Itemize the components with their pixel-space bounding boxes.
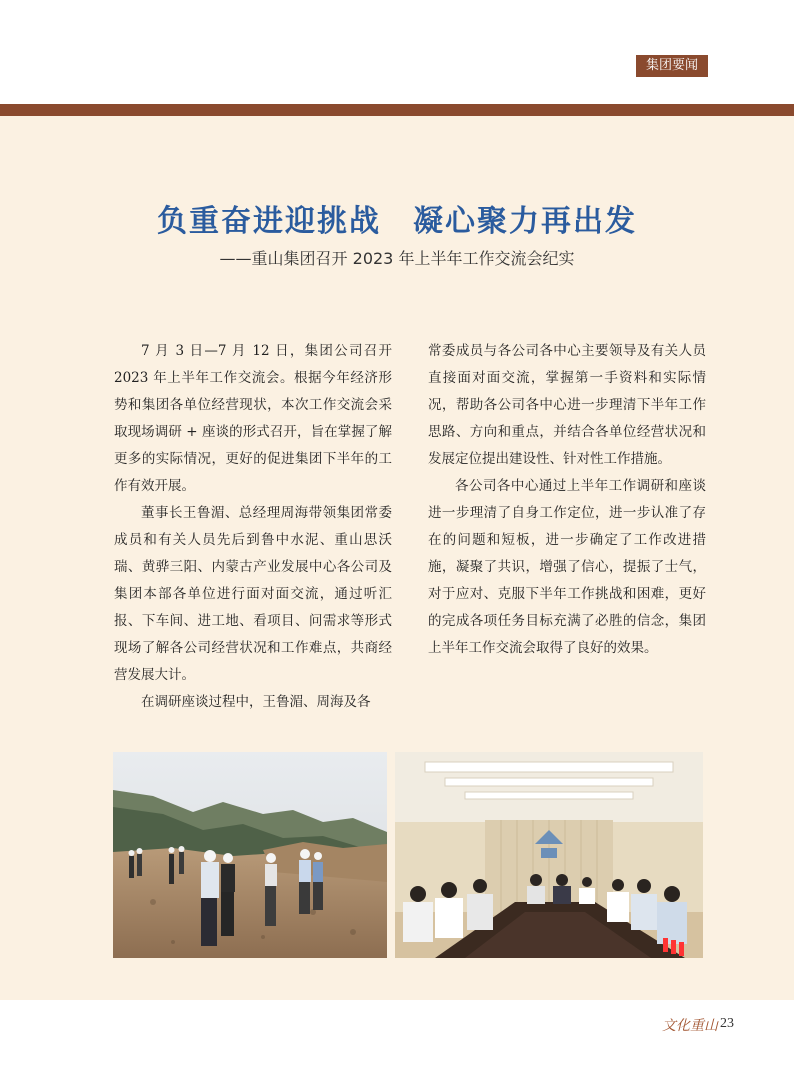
paragraph-3-start: 在调研座谈过程中，王鲁湄、周海及各: [141, 694, 371, 710]
article-column-left: [114, 338, 392, 716]
site-visit-photo: [113, 752, 387, 958]
article-title: 负重奋进迎挑战 凝心聚力再出发: [157, 204, 637, 239]
page-header: [0, 0, 794, 104]
meeting-photo: [395, 752, 703, 958]
page-number: 23: [720, 1016, 734, 1031]
paragraph-3-end: 常委成员与各公司各中心主要领导及有关人员直接面对面交流，掌握第一手资料和实际情况，帮助各公司各中心进一步理清下半年工作思路、方向和重点，并结合各单位经营状况和发展定位提出建设性、针对性工作措施。: [428, 343, 706, 467]
article-column-right: [428, 338, 706, 662]
header-divider: [0, 104, 794, 116]
magazine-logo: 文化重山: [662, 1018, 718, 1034]
paragraph-1: 7 月 3 日—7 月 12 日，集团公司召开 2023 年上半年工作交流会。根据今年经济形势和集团各单位经营现状，本次工作交流会采取现场调研 + 座谈的形式召开，旨在掌握了解更多的实际情况，更好的促进集团下半年的工作有效开展。: [114, 343, 392, 494]
paragraph-2: 董事长王鲁湄、总经理周海带领集团常委成员和有关人员先后到鲁中水泥、重山思沃瑞、黄骅三阳、内蒙古产业发展中心各公司及集团本部各单位进行面对面交流，通过听汇报、下车间、进工地、看项目、问需求等形式现场了解各公司经营状况和工作难点，共商经营发展大计。: [114, 505, 392, 683]
paragraph-4: 各公司各中心通过上半年工作调研和座谈进一步理清了自身工作定位，进一步认准了存在的问题和短板，进一步确定了工作改进措施，凝聚了共识，增强了信心，提振了士气，对于应对、克服下半年工作挑战和困难，更好的完成各项任务目标充满了必胜的信念，集团上半年工作交流会取得了良好的效果。: [428, 478, 706, 656]
article-subtitle: ——重山集团召开 2023 年上半年工作交流会纪实: [219, 249, 575, 268]
section-label: 集团要闻: [636, 55, 708, 77]
